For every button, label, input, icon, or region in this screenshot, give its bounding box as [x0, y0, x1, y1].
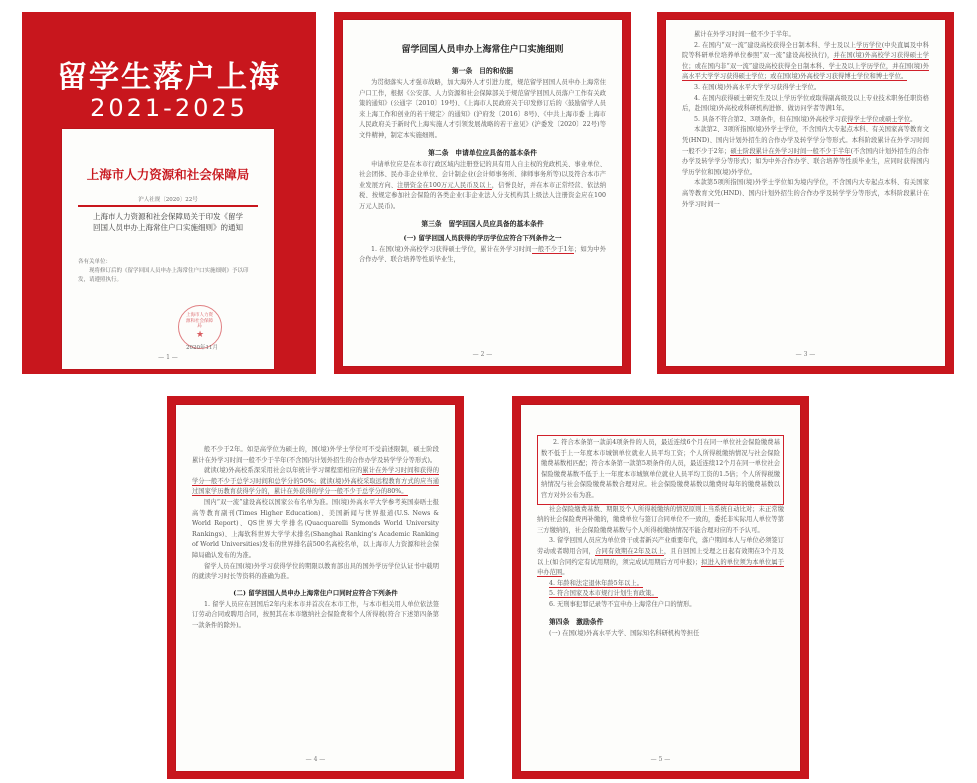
cover-panel — [22, 12, 316, 374]
doc-number: 沪人社规〔2020〕22号 — [138, 197, 198, 203]
underlined-text: 拟进入的单位须为本单位 — [701, 558, 772, 566]
section-heading: 第一条 目的和依据 — [451, 67, 514, 75]
paragraph — [537, 589, 784, 600]
text-span: 就读(境)外高校系深采用社会以年统计学习课程需相应的 — [204, 467, 363, 475]
page-number: — 1 — — [158, 354, 178, 361]
subsection-heading: (一) 留学回国人员获得的学历学位应符合下列条件之一 — [403, 233, 562, 242]
underlined-text: 4. 年龄和法定退休年龄5年以上。 — [549, 579, 643, 587]
paragraph — [682, 125, 929, 178]
paragraph: 留学人员在国(境)外学习获得学位的期限以教育部出具的国外学历学位认证书中载明的就读学习时长等资料的准确为准。 — [192, 562, 439, 581]
panel-page-5 — [512, 396, 809, 779]
panel-page-2 — [334, 12, 631, 374]
underlined-text: 并在国(境)外高校学习获得硕士学位；或在国内非“双一流”建设高校获得全日制本科、学士及以上学历学位，并在国(境)外高水平大学学习获得硕士学位；或在国(境)外高校学习获得博士学位和博士学位。 — [682, 52, 929, 81]
cover-title: 留学生落户上海 — [57, 60, 281, 95]
paragraph: 3. 在国(境)外高水平大学学习获得学士学位。 — [694, 83, 821, 91]
underlined-text: 5. 符合国家及本市规行计划生育政策。 — [549, 590, 658, 598]
paragraph: (一) 在国(境)外高水平大学、国际知名科研机构等担任 — [549, 629, 700, 637]
text-span: (中央直属及中科院等科研单位培养单位参照“双一流”建设高校执行)， — [682, 41, 929, 60]
page-5 — [521, 405, 800, 771]
text-span: 本款第2、3项所指国(境)外学士学位，不含国内大专起点本科、有关国家高等教育文凭(HND)、国内计划外招生的合作办学及转学学分等形式。本科阶段累计在外学习时间一般不少于2年； — [682, 126, 929, 155]
section-heading: 第三条 留学回国人员应具备的基本条件 — [421, 219, 544, 228]
paragraph: 般不少于2年。如是高学位为硕士的，国(境)外学士学位可不受前述限制，硕士阶段累计在外学习时间一般不少于半年(不含国内计划外招生的合作办学及转学学分等形式)。 — [192, 446, 439, 464]
paragraph — [359, 160, 606, 213]
page-number: — 5 — — [650, 756, 671, 763]
page-2 — [343, 20, 622, 366]
underlined-text: 累计在外获得的学分一般不少于总学分的80%。 — [273, 488, 408, 496]
paragraph: 累计在外学习时间一般不少于半年。 — [694, 31, 795, 38]
cover-years: 2021-2025 — [90, 94, 248, 122]
page-number: — 3 — — [795, 351, 816, 358]
panel-page-3 — [657, 12, 954, 374]
paragraph — [537, 579, 784, 590]
text-span: 1. 在国(境)外高校学习获得硕士学位 — [371, 245, 474, 253]
notice-page — [62, 129, 274, 369]
text-span: 3. 留学回国人员应为单位骨干或者新兴产业重要年代，落户期间本人与单位必须签订劳动或者聘用合同， — [537, 537, 784, 555]
underlined-text: 注册资金在100万元人民币及以上 — [397, 181, 492, 189]
subsection-heading: (二) 留学回国人员申办上海常住户口同时应符合下列条件 — [233, 588, 398, 597]
text-span: 。 — [910, 115, 917, 123]
text-span: 5. 具备不符合第2、3项条件，但在国(境)外高校学习获 — [694, 115, 848, 123]
paragraph: 6. 无刑事犯罪记录等不宜申办上海常住户口的情形。 — [549, 600, 696, 608]
page-3 — [666, 20, 945, 366]
paragraph: 3. 留学回国人员应为单位骨干或者新兴产业重要年代，落户期间本人与单位必须签订劳动或者聘用合同，合同有效期在2年及以上，且自回国上受理之日起有效期在3个月及以上(如合同约定有试用期的，须完成试用期后方可申报)；拟进入的单位须为本单位属于申办范围。 — [537, 537, 785, 577]
notice-org: 上海市人力资源和社会保障局 — [86, 167, 250, 182]
page-title: 留学回国人员申办上海常住户口实施细则 — [401, 45, 564, 55]
highlight-box — [537, 435, 784, 505]
seal-text: 上海市人力资源和社会保障局 — [186, 313, 213, 329]
underlined-text: 合同有效期在2年及以上 — [595, 547, 664, 555]
page-number: — 4 — — [305, 756, 326, 763]
underlined-text: 硕士阶段累计在外学习时间一般不少于半年 — [730, 147, 851, 155]
paragraph: 2. 符合本条第一款前4项条件的人员，最近连续6个月在同一单位社会保险缴费基数不低于上一年度本市城镇单位就业人员平均工资；个人所得税缴纳情况与社会保险缴费基数相匹配；符合本条第一款第5项条件的人员，最近连续12个月在同一单位社会保险缴费基数不低于上一年度本市城镇单位就业人员平均工资的1.5倍；个人所得税缴纳情况与社会保险缴费基数合理对应。社会保险缴费基数以缴费时每年的缴费基数以官方对外公布为准。 — [541, 439, 780, 499]
paragraph: 本款第5项所指国(境)外学士学位如为境内学位，不含国内大专起点本科、有关国家高等教育文凭(HND)、国内计划外招生的合作办学及转学学分等形式，本科阶段累计在外学习时间一 — [682, 179, 929, 208]
underlined-text: 一般不少于1年 — [531, 245, 575, 253]
paragraph: 1. 在国(境)外高校学习获得硕士学位，累计在外学习时间一般不少于1年；如为中外合作办学、联合培养等性质毕业生， — [359, 245, 607, 264]
paragraph: 为贯彻落实人才强市战略，加大海外人才引进力度，规范留学回国人员申办上海常住户口工作，根据《公安部、人力资源和社会保障部关于规范留学回国人员落户工作有关政策的通知》(公通字〔2010〕19号)、《上海市人民政府关于印发修订后的〈鼓励留学人员来上海工作和创业的若干规定〉的通知》(沪府发〔2016〕8号)、《中共上海市委 上海市人民政府关于新时代上海实施人才引领发展战略的若干意见》(沪委发〔2020〕22号)等文件精神，制定本实施细则。 — [359, 79, 606, 139]
panel-page-4 — [167, 396, 464, 779]
paragraph: 社会保险缴费基数、期限及个人所得税缴纳的情况原则上当系统自动比对；未正常缴纳的社会保险费再补缴的，缴费单位与签订合同单位不一致的，委托非实际用人单位等第三方缴纳的，社会保险缴费基数与个人所得税缴纳情况不能合理对应的不予认可。 — [537, 505, 784, 534]
underlined-text: 累计在外学习时间和获得的学分一般不少于总学习时间和总学分的50%；就读(境)外高校采取远程教育方式的应当通过国家学历教育获得学分的， — [192, 467, 439, 496]
text-span: ，信誉良好，并在本市正常经营、依法纳税、按规定参加社会保险的各类企业(非企业法人分支机构其上级法人注册资金应在100万元人民币)。 — [359, 181, 607, 210]
text-span: 申请单位应是在本市行政区域内注册登记的具有用人自主权的党政机关、事业单位、社会团体、民办非企业单位、会计制企业(会计师事务所、律师事务所等)以及符合本市产业发展方向、 — [359, 160, 606, 189]
text-span: ；如为中外合作办学、联合培养等性质毕业生， — [359, 245, 607, 264]
section-heading: 第四条 激励条件 — [549, 617, 604, 626]
paragraph: 4. 在国内获得硕士研究生及以上学历学位或取得副高级及以上专业技术职务任职资格后，赴国(境)外高校或科研机构进修、做访问学者等满1年。 — [682, 94, 929, 113]
underlined-text: 得学士学位或硕士学位 — [847, 115, 911, 123]
text-span: (不含国内计划外招生的合作办学及转学学分等形式)；如为中外合作办学、联合培养等性质毕业生，应同时获得国内学历学位和国(境)外学位。 — [682, 147, 929, 176]
paragraph — [682, 41, 929, 83]
red-rule — [78, 205, 258, 207]
paragraph: 1. 留学人员应在回国后2年内来本市并首次在本市工作，与本市相关用人单位依法签订劳动合同或聘用合同，按照其在本市缴纳社会保险费和个人所得税(符合下述第四条第一款条件的除外)。 — [192, 600, 439, 629]
seal-star-icon: ★ — [195, 330, 205, 340]
underlined-text: 属于申办范围 — [537, 558, 785, 577]
text-span: 2. 在国内“双一流”建设高校获得全日制本科、学士及以上 — [694, 41, 857, 49]
section-heading: 第二条 申请单位应具备的基本条件 — [428, 148, 537, 157]
underlined-text: 学历学位 — [856, 41, 882, 49]
notice-date: 2020年11月 — [186, 345, 218, 351]
text-span: ，且自回国上受理之日起有效期在3个月及以上(如合同约定有试用期的，须完成试用期后方可申报)； — [537, 547, 784, 566]
paragraph — [192, 466, 439, 498]
notice-title: 上海市人力资源和社会保障局关于印发《留学回国人员申办上海常住户口实施细则》的通知 — [93, 212, 243, 232]
page-number: — 2 — — [472, 351, 493, 358]
notice-body: 现将修订后的《留学回国人员申办上海常住户口实施细则》予以印发，请遵照执行。 — [78, 268, 249, 283]
page-4 — [176, 405, 455, 771]
paragraph: 国内“双一流”建设高校以国家公布名单为准。国(境)外高水平大学参考英国泰晤士报高等教育副刊(Times Higher Education)、美国新闻与世界报道(U.S. News & World Report)、QS世界大学排名(Quacquarelli Symonds World University Rankings)、上海软科世界大学学术排名(Shanghai Ranking's Academic Ranking of World Universities)发布的世界排名前500名高校名单，以上海市人力资源和社会保障局确认发布的为准。 — [192, 498, 439, 559]
paragraph — [682, 115, 929, 126]
notice-addressee: 各有关单位： — [78, 259, 112, 265]
